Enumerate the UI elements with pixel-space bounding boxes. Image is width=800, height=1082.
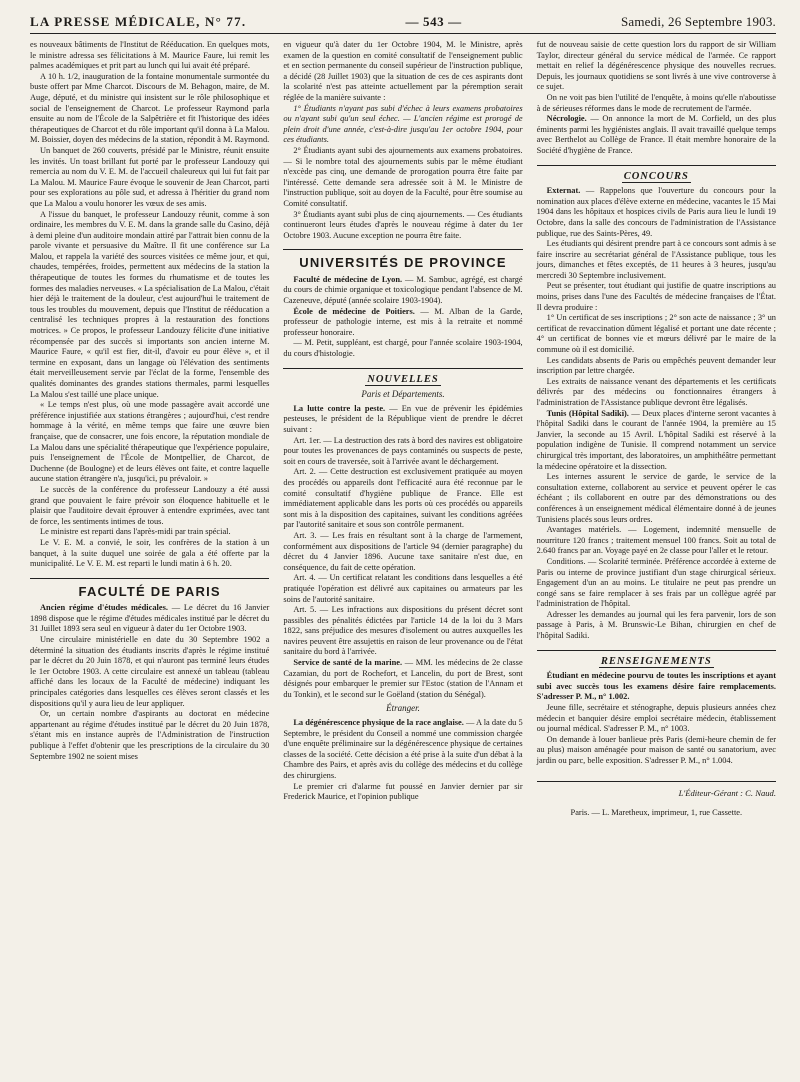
- body-text: — M. Alban de la Garde, professeur de pathologie interne, est mis à la retraite et nommé professeur honoraire.: [283, 306, 523, 337]
- paragraph: 1° Étudiants n'ayant pas subi d'échec à leurs examens probatoires ou n'ayant subi qu'un seul échec. — L'ancien régime est prorogé de plein droit d'une année, c'est-à-dire jusqu'au 1er octobre 1904, pour ces étudiants.: [283, 103, 523, 145]
- lead-text: Service de santé de la marine.: [293, 658, 403, 668]
- paragraph: Art. 1er. — La destruction des rats à bord des navires est obligatoire pour toutes les provenances de pays contaminés ou suspects de peste, soit en cours de traversée, soit à l'arrivée avant le déchargement.: [283, 435, 523, 466]
- paragraph: A l'issue du banquet, le professeur Landouzy réunit, comme à son ordinaire, les membres du V. E. M. dans la grande salle du Casino, déjà à demi pleine d'un auditoire mondain attiré par l'attrait bien connu de la parole vivante et persuasive du Maître. Il fit une conférence sur La Malou, et rappela la variété des sources visitées ce même jour, et qui, chaudes, tempérées, froides, permettent aux médecins de la station la thérapeutique de toutes les formes du rhumatisme et de toutes les formes des maladies nerveuses. « La spécialisation de La Malou, c'était hier déjà le traitement de la douleur, c'est aujourd'hui le traitement de tous les troubles du mouvement, depuis que l'Institut de rééducation a centralisé les techniques propres à la restauration des fonctions motrices. » Ce propos, le professeur Landouzy félicite d'une initiative récompensée par des succès si importants son ancien interne M. Maurice Faure, « qu'il est fier, dit-il, d'avoir eu pour élève », et il termine en exposant, dans un langage où l'élévation des sentiments était merveilleusement servie par l'éclat de la forme, l'ensemble des qualités dominantes des grandes stations thermales, parmi lesquelles La Malou s'est taillé une place unique.: [30, 209, 270, 399]
- classified-ad: On demande à louer banlieue près Paris (demi-heure chemin de fer au plus) maison aménagée pour maison de santé ou sanatorium, avec jardin ou parc, belle exposition. S'adresser P. M., n° 1.004.: [536, 734, 776, 765]
- paragraph: 3° Étudiants ayant subi plus de cinq ajournements. — Ces étudiants continueront leurs études d'après le nouveau régime à dater du 1er Octobre 1903. Aucune exception ne pourra être faite.: [283, 209, 523, 240]
- paragraph: Adresser les demandes au journal qui les fera parvenir, lors de son passage à Paris, à M. Brunswic-Le Bihan, chirurgien en chef de l'hôpital Sadiki.: [536, 609, 776, 641]
- paragraph: [283, 658, 522, 700]
- paragraph: [283, 718, 522, 782]
- publisher-signature: L'Éditeur-Gérant : C. Naud.: [537, 781, 776, 799]
- paragraph: [537, 114, 776, 156]
- lead-text: Faculté de médecine de Lyon.: [293, 274, 403, 284]
- paragraph: Le V. E. M. a convié, le soir, les confrères de la station à un banquet, à la suite duquel une soirée de gala a été offerte par la municipalité. Le V. E. M. est reparti le lundi matin à 6 h. 20.: [30, 537, 270, 569]
- paragraph: « Le temps n'est plus, où une mode passagère avait accordé une préférence injustifiée aux stations étrangères ; aujourd'hui, c'est rendre hommage à la vérité, en même temps que faire une œuvre bien française, que de consacrer, une fois encore, la réputation mondiale de La Malou dans une spécialité thérapeutique que l'expérience populaire, puis l'enseignement de l'École de Montpellier, de Charcot, de Duchenne (de Boulogne) et de leurs élèves ont faite, et contre laquelle aucune station étrangère n'a, jusqu'ici, pu prévaloir. »: [30, 400, 270, 484]
- section-title-nouvelles: NOUVELLES: [283, 368, 522, 386]
- issue-date: Samedi, 26 Septembre 1903.: [620, 14, 776, 29]
- lead-text: Externat.: [546, 186, 581, 196]
- body-text: — Deux places d'interne seront vacantes à l'hôpital Sadiki dans le courant de l'année 1904, la première au 15 Janvier, la seconde au 15 Avril. L'hôpital Sadiki est réservé à la population indigène de Tunisie. Il comprend notamment un service chirurgical très important, des laboratoires, un amphithéâtre permettant la médecine opératoire et la dissection.: [536, 408, 776, 471]
- paragraph: — M. Petit, suppléant, est chargé, pour l'année scolaire 1903-1904, du cours d'histologie.: [283, 338, 523, 359]
- section-title-faculte: FACULTÉ DE PARIS: [30, 578, 269, 598]
- journal-title: LA PRESSE MÉDICALE, N° 77.: [30, 14, 247, 29]
- body-text: — M. Sambuc, agrégé, est chargé du cours de chimie organique et toxicologique pendant l'absence de M. Cazeneuve, député (année scolaire 1903-1904).: [283, 274, 523, 306]
- body-text: — A la date du 5 Septembre, le président du Conseil a nommé une commission chargée d'une enquête préliminaire sur la dégénérescence physique de certaines classes de la société. Cette décision a été prise à la suite d'un débat à la Chambre des Pairs, et après avis du collège des médecins et du collège des chirurgiens.: [283, 718, 523, 780]
- paragraph: en vigueur qu'à dater du 1er Octobre 1904, M. le Ministre, après examen de la question en comité consultatif de l'enseignement public et en section permanente du conseil supérieur de l'instruction publique, a décidé (28 Juillet 1903) que la situation de ces de ces aspirants dont la scolarité n'est pas atteinte actuellement par la péremption serait réglée de la manière suivante :: [283, 40, 523, 102]
- section-title-concours: CONCOURS: [537, 165, 776, 183]
- classified-ad: Jeune fille, secrétaire et sténographe, depuis plusieurs années chez médecin et banquier désire emploi secrétaire médecin, établissement ou journal médical. S'adresser P. M., n° 1003.: [536, 703, 776, 734]
- paragraph: Le premier cri d'alarme fut poussé en Janvier dernier par sir Frederick Maurice, et l'opinion publique: [283, 781, 523, 802]
- body-text: — On annonce la mort de M. Corfield, un des plus éminents parmi les hygiénistes anglais. Il avait travaillé quelque temps avec Berthelot au Collège de France. Il était membre honoraire de la Société d'hygiène de France.: [536, 114, 776, 155]
- paragraph: On ne voit pas bien l'utilité de l'enquête, à moins qu'elle n'aboutisse à de sérieuses réformes dans le mode de recrutement de l'armée.: [536, 92, 776, 113]
- lead-text: Ancien régime d'études médicales.: [40, 603, 168, 613]
- paragraph: Un banquet de 260 couverts, présidé par le Ministre, réunit ensuite les invités. Un toast brillant fut porté par le professeur Landouzy qui remercia au nom du V. E. M. de l'accueil chaleureux qui lui fut fait par La Malou. M. Maurice Faure évoque le souvenir de Jean Charcot, parti pour ses explorations au pôle sud, et adressa à l'héritier du grand nom que La Malou a voulu honorer les vœux de ses amis.: [30, 145, 270, 208]
- paragraph: 2° Étudiants ayant subi des ajournements aux examens probatoires. — Si le nombre total des ajournements subis par le même étudiant n'excède pas cinq, une demande de prorogation pourra être faite par l'intéressé. Cette demande sera adressée soit à M. le Ministre de l'instruction publique, soit au doyen de la Faculté, pour être soumise au Comité consultatif.: [283, 145, 523, 208]
- paragraph: [283, 404, 522, 436]
- paragraph: [537, 409, 776, 473]
- paragraph: Or, un certain nombre d'aspirants au doctorat en médecine appartenant au régime d'études institué par le décret du 20 Juin 1878, s'étant mis en instance auprès de l'Administration de l'instruction publique à l'effet d'obtenir que les prescriptions de la circulaire du 30 Septembre 1902 ne soient mises: [30, 709, 270, 761]
- paragraph: [30, 603, 269, 635]
- paragraph: es nouveaux bâtiments de l'Institut de Rééducation. En quelques mots, le ministre adressa ses félicitations à M. Maurice Faure, lui remit les palmes académiques et prit part au lunch qui lui avait été préparé.: [30, 40, 270, 71]
- lead-text: École de médecine de Poitiers.: [293, 306, 415, 316]
- paragraph: Art. 5. — Les infractions aux dispositions du présent décret sont passibles des pénalités édictées par l'article 14 de la loi du 3 Mars 1822, sans préjudice des mesures d'isolement ou autres auxquelles les navires peuvent être assujettis en raison de leur provenance ou de l'état sanitaire du bord à l'arrivée.: [283, 605, 523, 657]
- paragraph: Art. 3. — Les frais en résultant sont à la charge de l'armement, conformément aux dispositions de l'article 94 (dernier paragraphe) du décret du 4 Janvier 1896. Aucune taxe sanitaire n'est due, en conséquence, du fait de cette opération.: [283, 530, 523, 572]
- paragraph: Avantages matériels. — Logement, indemnité mensuelle de nourriture 120 francs ; traitement mensuel 100 francs. Soit au total de 2.640 francs par an. Voyage payé en 2e classe pour l'aller et le retour.: [536, 525, 776, 556]
- paragraph: fut de nouveau saisie de cette question lors du rapport de sir William Taylor, directeur général du service médical de l'armée. Ce rapport mettait en relief la dégénérescence physique des nouvelles recrues. Depuis, les journaux quotidiens se sont livrés à une vive controverse à ce sujet.: [536, 40, 776, 92]
- paragraph: Les étudiants qui désirent prendre part à ce concours sont admis à se faire inscrire au secrétariat général de l'Assistance publique, tous les jours, dimanches et fêtes exceptés, de 11 heures à 3 heures, jusqu'au mercredi 30 Septembre inclusivement.: [536, 239, 776, 280]
- paragraph: 1° Un certificat de ses inscriptions ; 2° son acte de naissance ; 3° un certificat de revaccination dûment légalisé et portant une date récente ; 4° un certificat de bonnes vie et mœurs délivré par le maire de la commune où il est domicilié.: [536, 313, 776, 355]
- body-text: — Le décret du 16 Janvier 1898 dispose que le régime d'études médicales institué par le décret du 31 Juillet 1893 sera seul en vigueur à dater du 1er Octobre 1903.: [30, 603, 270, 634]
- subsection-title: Étranger.: [386, 703, 420, 714]
- columns: [30, 40, 776, 819]
- paragraph: [537, 186, 776, 239]
- paragraph: Les candidats absents de Paris ou empêchés peuvent demander leur inscription par lettre chargée.: [536, 355, 776, 376]
- column-3: [537, 40, 776, 819]
- column-1: [30, 40, 269, 819]
- paragraph: Une circulaire ministérielle en date du 30 Septembre 1902 a déterminé la situation des étudiants inscrits d'après le régime institué par le décret du 20 Juin 1878, et qui n'auront pas terminé leurs études le 1er Octobre 1903. A cette circulaire est annexé un tableau (tableau affiché dans les locaux de la Faculté de médecine) indiquant les principales catégories dans lesquelles ces élèves seront classés et les dispositions qu'il y aura lieu de leur appliquer.: [30, 635, 270, 708]
- classified-ad: Étudiant en médecine pourvu de toutes les inscriptions et ayant subi avec succès tous les examens désire faire remplacements. S'adresser P. M., n° 1.002.: [536, 671, 776, 702]
- paragraph: Peut se présenter, tout étudiant qui justifie de quatre inscriptions au moins, prises dans l'une des Facultés de médecine françaises de l'État. Il devra produire :: [536, 281, 776, 312]
- lead-text: La lutte contre la peste.: [293, 403, 386, 413]
- column-2: [283, 40, 522, 819]
- lead-text: La dégénérescence physique de la race anglaise.: [293, 718, 464, 728]
- paragraph: Le succès de la conférence du professeur Landouzy a été aussi grand que pouvaient le faire prévoir son éloquence habituelle et le plaisir que l'auditoire devait éprouver à entendre exprimées, avec tant de force, les sentiments intimes de tous.: [30, 484, 270, 526]
- paragraph: Le ministre est reparti dans l'après-midi par train spécial.: [40, 527, 231, 537]
- page-number: — 543 —: [405, 14, 462, 29]
- paragraph: Les extraits de naissance venant des départements et les certificats délivrés par des médecins ou fonctionnaires étrangers à l'administration de l'Assistance publique devront être légalisés.: [536, 376, 776, 407]
- body-text: — MM. les médecins de 2e classe Cazamian, du port de Rochefort, et Lancelin, du port de Brest, sont désignés pour embarquer le premier sur l'Estoc (station de l'Annam et du Tonkin), et le second sur le Goëland (station du Sénégal).: [283, 658, 523, 699]
- printer-imprint: Paris. — L. Maretheux, imprimeur, 1, rue Cassette.: [570, 808, 743, 818]
- paragraph: [283, 307, 522, 339]
- lead-text: Nécrologie.: [546, 114, 587, 124]
- section-title-universites: UNIVERSITÉS DE PROVINCE: [283, 249, 522, 269]
- paragraph: Conditions. — Scolarité terminée. Préférence accordée à externe de Paris ou interne de province justifiant d'un stage chirurgical sérieux. Engagement d'un an au moins. Le titulaire ne peut pas prendre un congé sans se faire remplacer à ses frais par un collègue agréé par l'administration de l'hôpital.: [536, 556, 776, 609]
- paragraph: Art. 2. — Cette destruction est exclusivement pratiquée au moyen des procédés ou appareils dont l'efficacité aura été reconnue par le comité consultatif d'hygiène publique de France. Elle est immédiatement applicable dans les ports où ces procédés ou appareils sont mis à la disposition des capitaines, suivant les conditions agréées par l'autorité sanitaire et sous son contrôle permanent.: [283, 467, 523, 530]
- masthead: [30, 14, 776, 34]
- paragraph: [283, 275, 522, 307]
- paragraph: Art. 4. — Un certificat relatant les conditions dans lesquelles a été pratiquée l'opération est délivré aux capitaines ou armateurs par les soins de l'autorité sanitaire.: [283, 573, 523, 604]
- paragraph: A 10 h. 1/2, inauguration de la fontaine monumentale surmontée du buste offert par Mme Charcot. Discours de M. Behagon, maire, de M. Auge, député, et du ministre qui insistent sur le rôle philosophique et social de l'enseignement de Charcot. Le professeur Raymond parla ensuite au nom de l'École de la Salpêtrière et fit l'historique des idées thérapeutiques de Charcot et du rôle important qu'il donna à La Malou. M. Boissier, doyen des médecins de la station, répondit à M. Raymond.: [30, 71, 270, 145]
- lead-text: Tunis (Hôpital Sadiki).: [546, 408, 629, 418]
- paragraph: Les internes assurent le service de garde, le service de la consultation externe, collaborent au service et peuvent opérer le cas échéant ; ils collaborent en outre par des démonstrations ou des conférences à un enseignement médical élémentaire donné à de jeunes Tunisiens placés sous leurs ordres.: [536, 472, 776, 524]
- body-text: — Rappelons que l'ouverture du concours pour la nomination aux places d'élève externe en médecine, vacantes le 15 Mai 1904 dans les hôpitaux et hospices civils de Paris aura lieu le lundi 19 Octobre, dans la salle des concours de l'administration de l'Assistance publique, rue des Saints-Pères, 49.: [536, 186, 776, 238]
- body-text: — En vue de prévenir les épidémies pesteuses, le président de la République vient de prendre le décret suivant :: [283, 403, 523, 434]
- subsection-title: Paris et Départements.: [361, 389, 445, 400]
- section-title-renseignements: RENSEIGNEMENTS: [537, 650, 776, 668]
